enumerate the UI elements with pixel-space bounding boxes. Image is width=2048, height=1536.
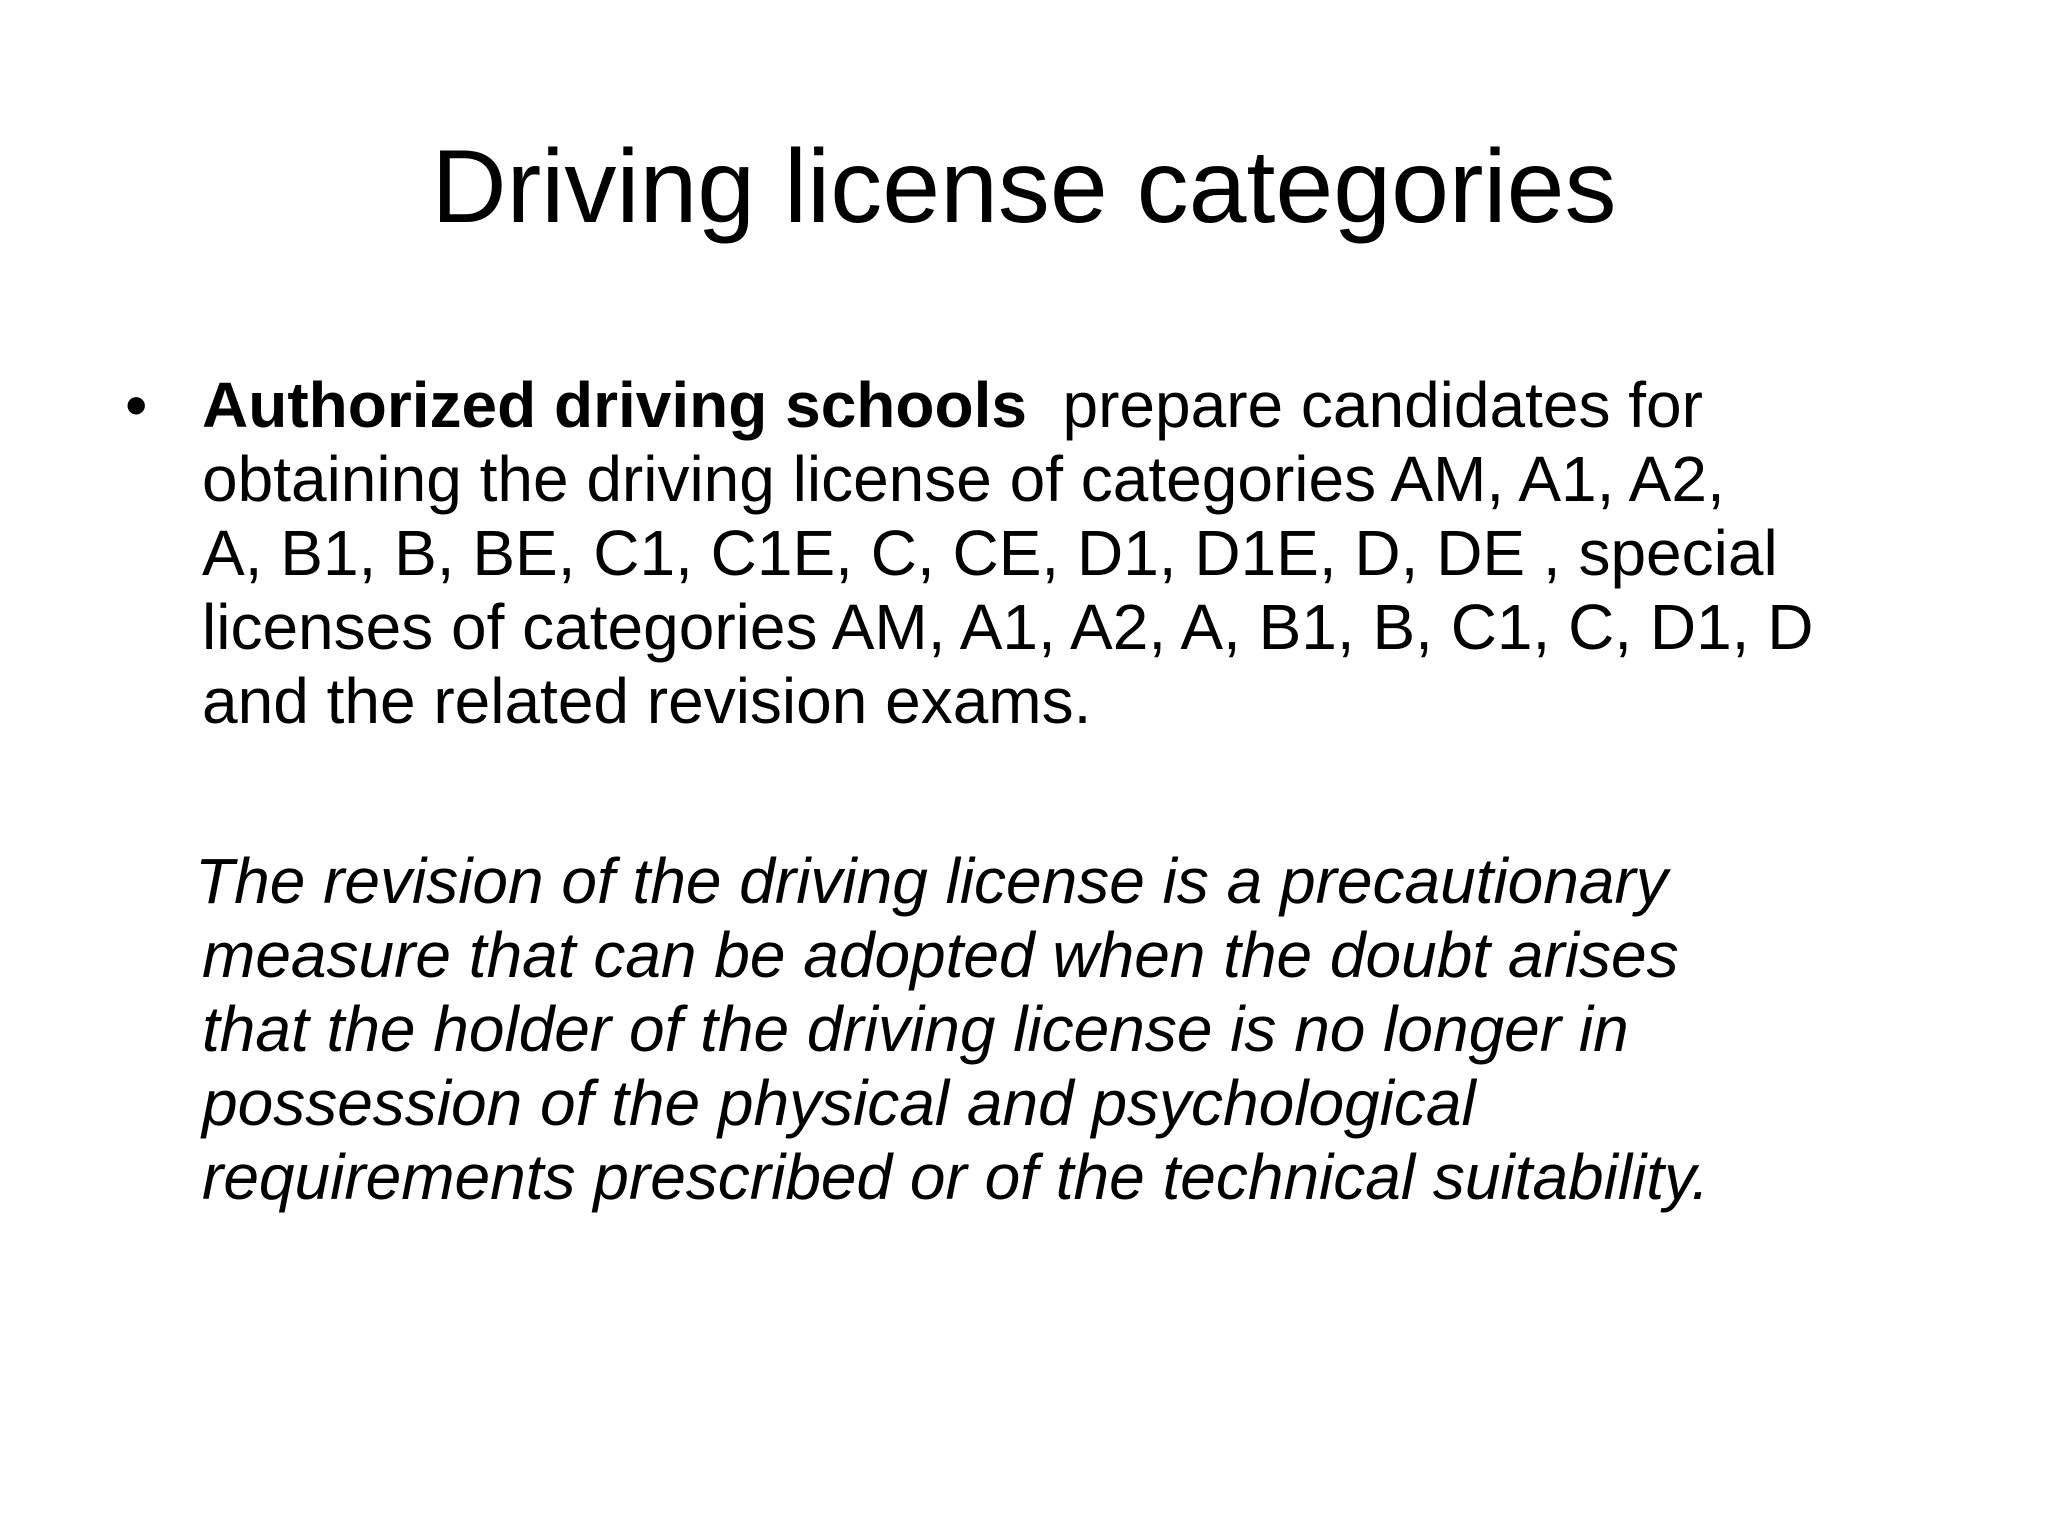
bullet-line-3: A, B1, B, BE, C1, C1E, C, CE, D1, D1E, D, DE , special xyxy=(202,517,1778,589)
note-line-4: possession of the physical and psychological xyxy=(202,1067,1476,1139)
bullet-icon: • xyxy=(125,369,148,441)
bullet-line-2: obtaining the driving license of categories AM, A1, A2, xyxy=(202,443,1725,515)
note-line-1: The revision of the driving license is a precautionary xyxy=(195,845,1668,917)
slide-body xyxy=(125,368,1925,1214)
note-line-5: requirements prescribed or of the technical suitability. xyxy=(202,1141,1710,1213)
bullet-line-5: and the related revision exams. xyxy=(202,665,1092,737)
slide-title: Driving license categories xyxy=(431,129,1617,245)
bullet-lead-bold: Authorized driving schools xyxy=(202,369,1027,441)
italic-note xyxy=(125,844,1955,1214)
note-line-2: measure that can be adopted when the doubt arises xyxy=(202,919,1679,991)
note-line-3: that the holder of the driving license is no longer in xyxy=(202,993,1629,1065)
bullet-line-1 xyxy=(202,368,1925,442)
bullet-line-1-text: prepare candidates for xyxy=(1062,369,1703,441)
bullet-line-4: licenses of categories AM, A1, A2, A, B1, B, C1, C, D1, D xyxy=(202,591,1814,663)
bullet-item xyxy=(125,368,1925,738)
